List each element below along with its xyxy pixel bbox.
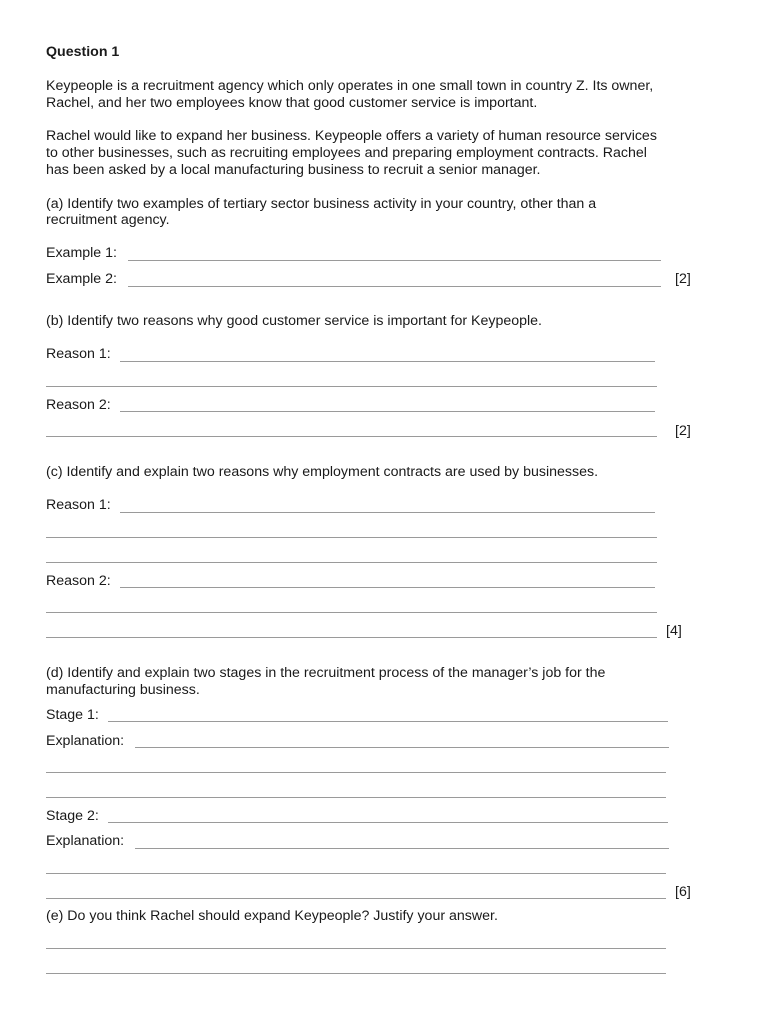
- part-c-reason-1-answer-line-2[interactable]: [46, 537, 657, 538]
- intro-paragraph-1-line-1: Keypeople is a recruitment agency which only operates in one small town in country Z. Its owner,: [46, 78, 654, 94]
- part-d-explanation-1-answer-line-3[interactable]: [46, 797, 666, 798]
- part-b-reason-2-label: Reason 2:: [46, 397, 111, 413]
- part-d-explanation-2-label: Explanation:: [46, 833, 125, 849]
- part-a-marks: [2]: [675, 271, 691, 287]
- part-a-example-2-label: Example 2:: [46, 271, 117, 287]
- part-b-question: (b) Identify two reasons why good customer service is important for Keypeople.: [46, 313, 543, 329]
- part-d-marks: [6]: [675, 884, 691, 900]
- part-d-question-line-1: (d) Identify and explain two stages in the recruitment process of the manager’s job for the: [46, 665, 606, 681]
- intro-paragraph-2-line-1: Rachel would like to expand her business. Keypeople offers a variety of human resource services: [46, 128, 657, 144]
- part-c-reason-1-answer-line-3[interactable]: [46, 562, 657, 563]
- part-c-marks: [4]: [666, 623, 682, 639]
- part-c-reason-2-label: Reason 2:: [46, 573, 111, 589]
- part-c-reason-2-answer-line-2[interactable]: [46, 612, 657, 613]
- part-d-question-line-2: manufacturing business.: [46, 682, 200, 698]
- intro-paragraph-2-line-3: has been asked by a local manufacturing business to recruit a senior manager.: [46, 162, 541, 178]
- part-b-reason-2-answer-line[interactable]: [120, 411, 655, 412]
- part-d-stage-1-answer-line[interactable]: [108, 721, 668, 722]
- part-a-question-line-1: (a) Identify two examples of tertiary sector business activity in your country, other than a: [46, 196, 597, 212]
- part-c-reason-2-answer-line-3[interactable]: [46, 637, 657, 638]
- part-a-question-line-2: recruitment agency.: [46, 212, 170, 228]
- part-a-example-1-label: Example 1:: [46, 245, 117, 261]
- question-heading: Question 1: [46, 44, 120, 60]
- part-e-answer-line-2[interactable]: [46, 973, 666, 974]
- part-b-reason-1-answer-line[interactable]: [120, 361, 655, 362]
- part-b-reason-2-answer-line-2[interactable]: [46, 436, 657, 437]
- part-b-reason-1-answer-line-2[interactable]: [46, 386, 657, 387]
- part-d-explanation-1-answer-line-2[interactable]: [46, 772, 666, 773]
- part-c-question: (c) Identify and explain two reasons why employment contracts are used by businesses.: [46, 464, 599, 480]
- part-d-explanation-2-answer-line[interactable]: [135, 848, 669, 849]
- part-d-explanation-1-answer-line[interactable]: [135, 747, 669, 748]
- part-e-answer-line-1[interactable]: [46, 948, 666, 949]
- part-a-example-1-answer-line[interactable]: [128, 260, 661, 261]
- part-c-reason-2-answer-line[interactable]: [120, 587, 655, 588]
- intro-paragraph-2-line-2: to other businesses, such as recruiting employees and preparing employment contracts. Rachel: [46, 145, 647, 161]
- part-d-stage-2-label: Stage 2:: [46, 808, 99, 824]
- part-d-explanation-2-answer-line-2[interactable]: [46, 873, 666, 874]
- part-d-stage-1-label: Stage 1:: [46, 707, 99, 723]
- part-e-question: (e) Do you think Rachel should expand Keypeople? Justify your answer.: [46, 908, 498, 924]
- part-d-explanation-1-label: Explanation:: [46, 733, 125, 749]
- intro-paragraph-1-line-2: Rachel, and her two employees know that good customer service is important.: [46, 95, 538, 111]
- part-c-reason-1-label: Reason 1:: [46, 497, 111, 513]
- part-b-marks: [2]: [675, 423, 691, 439]
- part-d-explanation-2-answer-line-3[interactable]: [46, 898, 666, 899]
- part-b-reason-1-label: Reason 1:: [46, 346, 111, 362]
- part-a-example-2-answer-line[interactable]: [128, 286, 661, 287]
- part-d-stage-2-answer-line[interactable]: [108, 822, 668, 823]
- part-c-reason-1-answer-line[interactable]: [120, 512, 655, 513]
